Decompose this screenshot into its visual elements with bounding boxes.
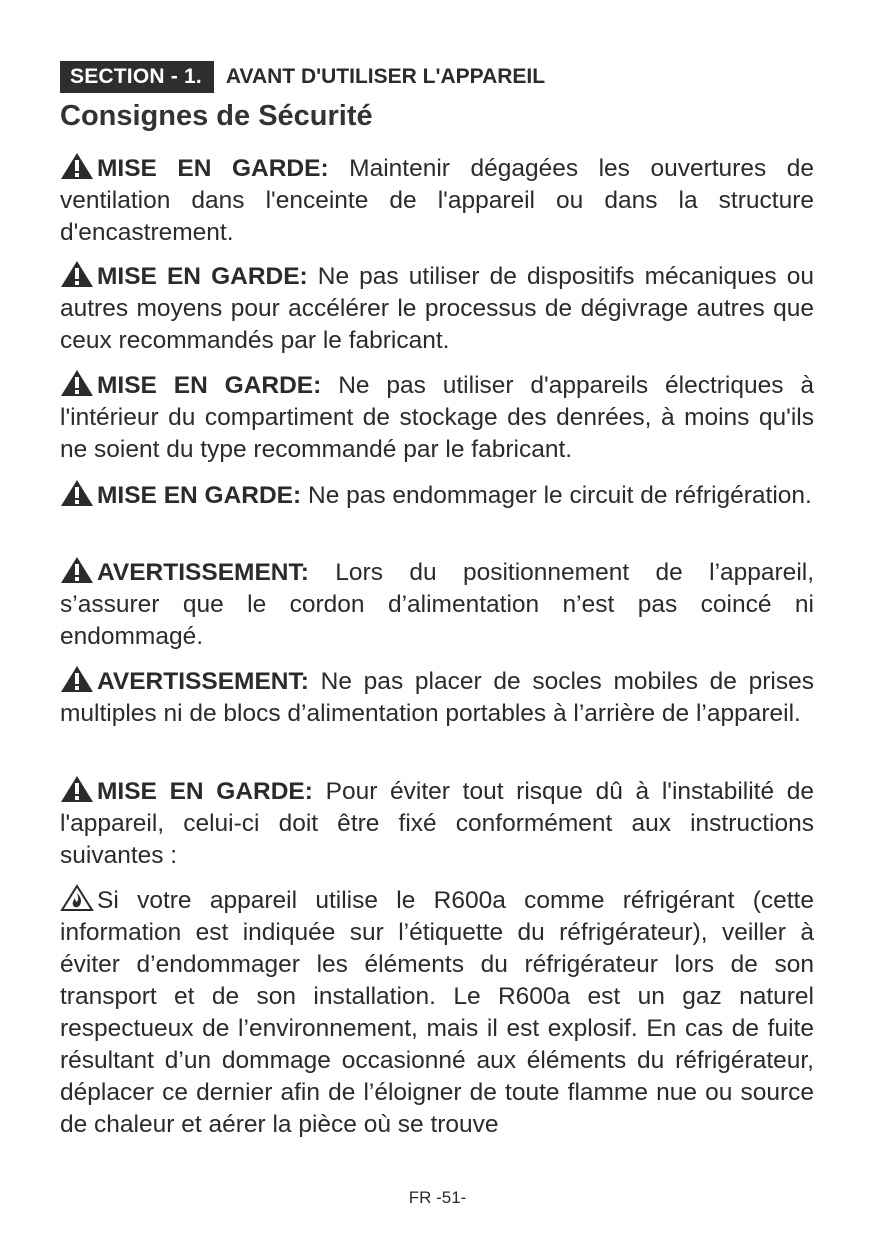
warning-triangle-icon [60, 479, 94, 507]
paragraph-text: Ne pas utiliser d'appareils électriques à l'intérieur du compartiment de stockage des denrées, à moins qu'ils ne soient du type recommandé par le fabricant. [60, 372, 814, 463]
paragraph-keyword: MISE EN GARDE: [97, 372, 322, 399]
paragraph-keyword: MISE EN GARDE: [97, 155, 329, 182]
section-badge: SECTION - 1. [60, 61, 214, 93]
paragraph-text: Ne pas utiliser de dispositifs mécaniques ou autres moyens pour accélérer le processus de dégivrage autres que ceux recommandés par le fabricant. [60, 263, 815, 354]
safety-paragraph [60, 665, 814, 730]
safety-paragraph [60, 479, 814, 512]
paragraph-text: Si votre appareil utilise le R600a comme réfrigérant (cette information est indiquée sur l’étiquette du réfrigérateur), veiller à éviter d’endommager les éléments du réfrigérateur lors de son transport et de son installation. Le R600a est un gaz naturel respectueux de l’environnement, mais il est explosif. En cas de fuite résultant d’un dommage occasionné aux éléments du réfrigérateur, déplacer ce dernier afin de l’éloigner de toute flamme nue ou source de chaleur et aérer la pièce où se trouve [60, 887, 814, 1138]
safety-paragraph [60, 260, 814, 357]
paragraph-text: Maintenir dégagées les ouvertures de ventilation dans l'enceinte de l'appareil ou dans la structure d'encastrement. [60, 155, 814, 246]
safety-paragraph [60, 152, 814, 249]
paragraph-keyword: MISE EN GARDE: [97, 778, 313, 805]
page-number: FR -51- [408, 1188, 467, 1207]
section-title: AVANT D'UTILISER L'APPAREIL [225, 65, 546, 88]
paragraph-keyword: AVERTISSEMENT: [97, 559, 309, 586]
safety-paragraph [60, 369, 814, 466]
warning-triangle-icon [60, 369, 94, 397]
warning-triangle-icon [60, 556, 94, 584]
paragraph-keyword: MISE EN GARDE: [97, 482, 302, 509]
flammable-triangle-icon [60, 884, 94, 912]
paragraph-text: Pour éviter tout risque dû à l'instabilité de l'appareil, celui-ci doit être fixé conformément aux instructions suivantes : [60, 778, 815, 869]
paragraph-text: Lors du positionnement de l’appareil, s’assurer que le cordon d’alimentation n’est pas coincé ni endommagé. [60, 559, 815, 650]
paragraph-keyword: AVERTISSEMENT: [97, 668, 309, 695]
paragraph-text: Ne pas placer de socles mobiles de prises multiples ni de blocs d’alimentation portables à l’arrière de l’appareil. [60, 668, 815, 727]
safety-paragraph [60, 775, 814, 872]
warning-triangle-icon [60, 665, 94, 693]
paragraph-keyword: MISE EN GARDE: [97, 263, 308, 290]
page-title: Consignes de Sécurité [60, 100, 373, 132]
warning-triangle-icon [60, 152, 94, 180]
warning-triangle-icon [60, 260, 94, 288]
section-header [60, 60, 545, 94]
warning-triangle-icon [60, 775, 94, 803]
flammable-paragraph [60, 884, 814, 1141]
safety-paragraph [60, 556, 814, 653]
paragraph-text: Ne pas endommager le circuit de réfrigération. [308, 482, 812, 509]
